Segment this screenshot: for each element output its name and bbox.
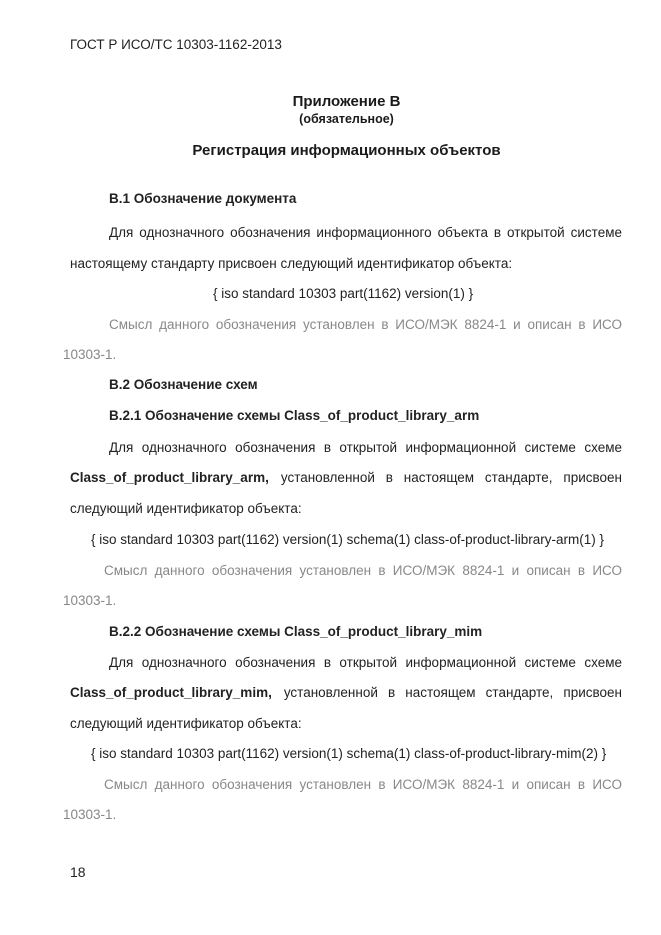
section-b22-heading: В.2.2 Обозначение схемы Class_of_product_library_mim [109,624,483,639]
section-b22-note-line1: Смысл данного обозначения установлен в ИСО/МЭК 8824-1 и описан в ИСО [104,777,622,792]
appendix-title: Приложение В [292,93,401,110]
section-b21-text-line2 [70,470,622,485]
schema-name-arm: Class_of_product_library_arm, [70,470,269,485]
section-b1-identifier: { iso standard 10303 part(1162) version(1) } [213,286,474,301]
section-b1-note-line2: 10303-1. [63,347,117,362]
section-b21-note-line2: 10303-1. [63,593,117,608]
section-b21-text-line2-rest: установленной в настоящем стандарте, присвоен [280,470,622,485]
section-b22-text-line1: Для однозначного обозначения в открытой информационной системе схеме [109,655,622,670]
document-code: ГОСТ Р ИСО/ТС 10303-1162-2013 [70,37,282,52]
section-b21-text-line1: Для однозначного обозначения в открытой информационной системе схеме [109,440,622,455]
appendix-heading: Регистрация информационных объектов [192,142,501,159]
section-b22-text-line3: следующий идентификатор объекта: [70,716,302,731]
section-b21-identifier: { iso standard 10303 part(1162) version(1) schema(1) class-of-product-library-arm(1) } [91,532,604,547]
section-b22-note-line2: 10303-1. [63,807,117,822]
section-b1-text-line2: настоящему стандарту присвоен следующий идентификатор объекта: [70,256,513,271]
section-b1-heading: В.1 Обозначение документа [109,191,297,206]
section-b22-text-line2 [70,685,622,700]
section-b1-text-line1: Для однозначного обозначения информационного объекта в открытой системе [109,225,622,240]
section-b22-identifier: { iso standard 10303 part(1162) version(1) schema(1) class-of-product-library-mim(2) } [91,746,607,761]
section-b21-heading: В.2.1 Обозначение схемы Class_of_product_library_arm [109,408,480,423]
page-number: 18 [70,864,86,880]
appendix-status: (обязательное) [299,112,394,126]
section-b2-heading: В.2 Обозначение схем [109,377,258,392]
section-b1-note-line1: Смысл данного обозначения установлен в ИСО/МЭК 8824-1 и описан в ИСО [109,317,622,332]
schema-name-mim: Class_of_product_library_mim, [70,685,272,700]
section-b22-text-line2-rest: установленной в настоящем стандарте, присвоен [283,685,622,700]
section-b21-note-line1: Смысл данного обозначения установлен в ИСО/МЭК 8824-1 и описан в ИСО [104,563,622,578]
section-b21-text-line3: следующий идентификатор объекта: [70,501,302,516]
